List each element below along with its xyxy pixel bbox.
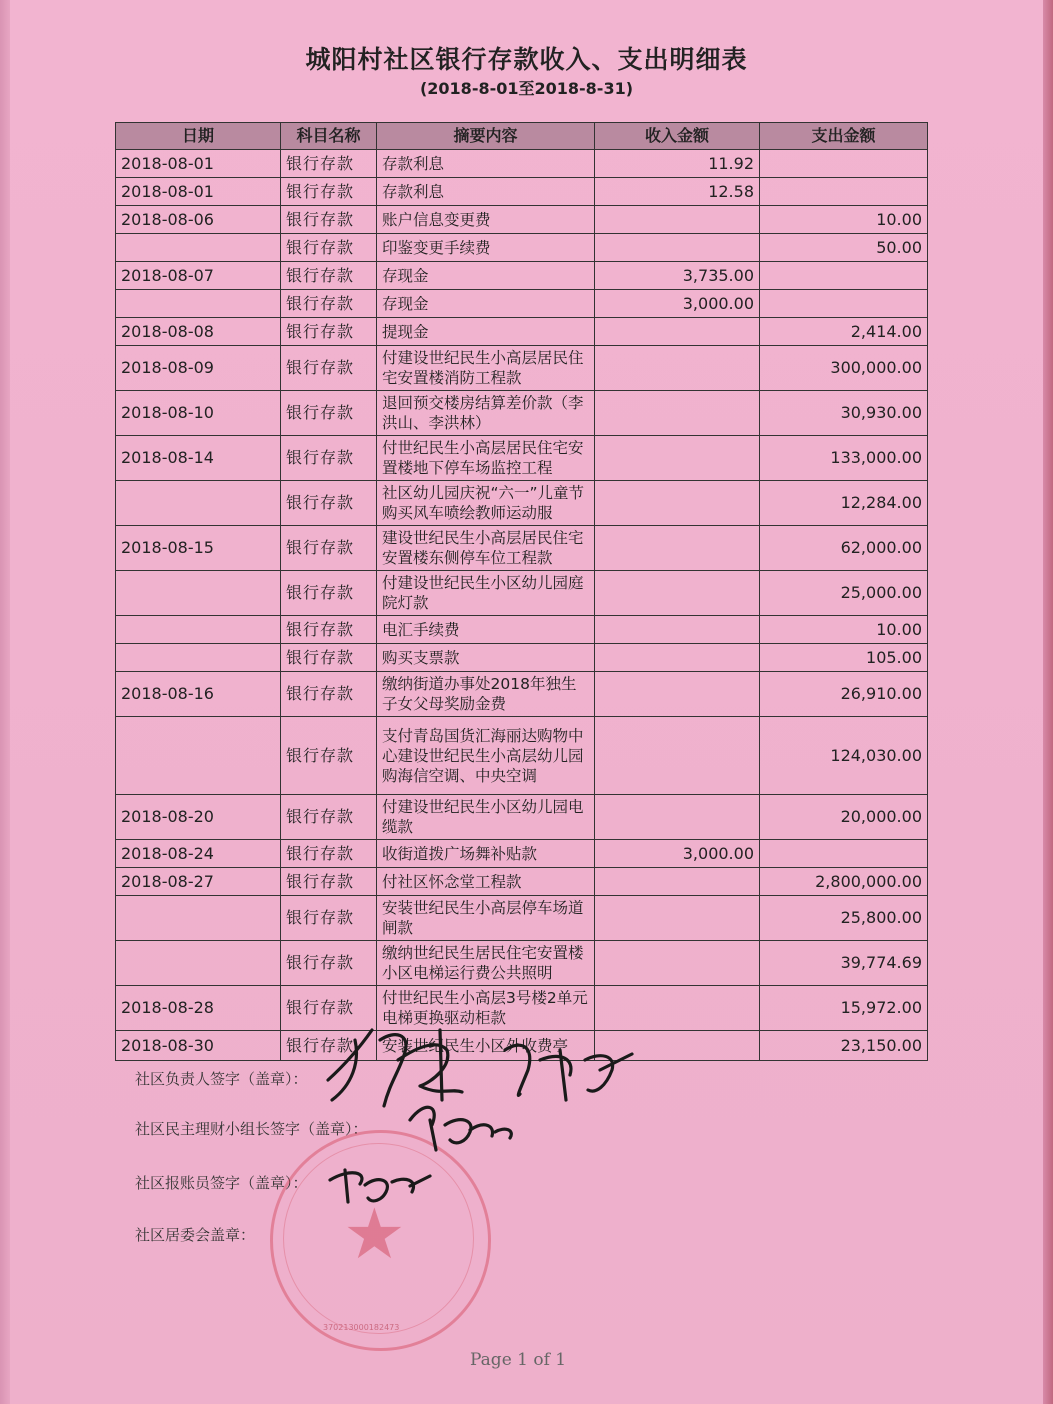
cell-expense: 30,930.00 [760, 391, 928, 436]
cell-income: 12.58 [595, 178, 760, 206]
cell-income: 3,000.00 [595, 840, 760, 868]
cell-income: 3,735.00 [595, 262, 760, 290]
cell-description: 缴纳街道办事处2018年独生子女父母奖励金费 [377, 672, 595, 717]
header-description: 摘要内容 [377, 123, 595, 150]
cell-subject: 银行存款 [281, 346, 377, 391]
cell-expense: 300,000.00 [760, 346, 928, 391]
cell-subject: 银行存款 [281, 644, 377, 672]
cell-subject: 银行存款 [281, 178, 377, 206]
cell-date: 2018-08-08 [116, 318, 281, 346]
cell-subject: 银行存款 [281, 896, 377, 941]
cell-expense: 2,414.00 [760, 318, 928, 346]
cell-expense: 23,150.00 [760, 1031, 928, 1061]
cell-subject: 银行存款 [281, 840, 377, 868]
cell-expense: 50.00 [760, 234, 928, 262]
cell-subject: 银行存款 [281, 941, 377, 986]
cell-expense: 20,000.00 [760, 795, 928, 840]
cell-subject: 银行存款 [281, 436, 377, 481]
cell-income: 3,000.00 [595, 290, 760, 318]
cell-subject: 银行存款 [281, 795, 377, 840]
date-range: (2018-8-01至2018-8-31) [419, 79, 634, 98]
cell-description: 付社区怀念堂工程款 [377, 868, 595, 896]
cell-description: 提现金 [377, 318, 595, 346]
cell-subject: 银行存款 [281, 672, 377, 717]
cell-description: 建设世纪民生小高层居民住宅安置楼东侧停车位工程款 [377, 526, 595, 571]
cell-description: 付建设世纪民生小高层居民住宅安置楼消防工程款 [377, 346, 595, 391]
header-date: 日期 [116, 123, 281, 150]
cell-description: 退回预交楼房结算差价款（李洪山、李洪林） [377, 391, 595, 436]
cell-date: 2018-08-28 [116, 986, 281, 1031]
cell-subject: 银行存款 [281, 526, 377, 571]
cell-date: 2018-08-15 [116, 526, 281, 571]
cell-date: 2018-08-09 [116, 346, 281, 391]
cell-expense: 124,030.00 [760, 717, 928, 795]
cell-date: 2018-08-16 [116, 672, 281, 717]
cell-date: 2018-08-06 [116, 206, 281, 234]
cell-description: 支付青岛国货汇海丽达购物中心建设世纪民生小高层幼儿园购海信空调、中央空调 [377, 717, 595, 795]
cell-date: 2018-08-10 [116, 391, 281, 436]
cell-expense: 25,800.00 [760, 896, 928, 941]
cell-income: 11.92 [595, 150, 760, 178]
cell-expense: 26,910.00 [760, 672, 928, 717]
seal-star-icon: ★ [343, 1193, 406, 1275]
cell-description: 存现金 [377, 290, 595, 318]
cell-subject: 银行存款 [281, 571, 377, 616]
cell-subject: 银行存款 [281, 206, 377, 234]
cell-date: 2018-08-01 [116, 178, 281, 206]
signature-leader [328, 1030, 462, 1106]
cell-date: 2018-08-14 [116, 436, 281, 481]
cell-description: 安装世纪民生小高层停车场道闸款 [377, 896, 595, 941]
seal-code: 370213000182473 [323, 1323, 400, 1332]
cell-description: 印鉴变更手续费 [377, 234, 595, 262]
finance-group-signature-label: 社区民主理财小组长签字（盖章）： [135, 1120, 368, 1138]
cell-date: 2018-08-24 [116, 840, 281, 868]
cell-description: 电汇手续费 [377, 616, 595, 644]
cell-expense: 133,000.00 [760, 436, 928, 481]
cell-subject: 银行存款 [281, 1031, 377, 1061]
cell-expense: 10.00 [760, 206, 928, 234]
signature-finance-group [410, 1107, 511, 1150]
cell-description: 社区幼儿园庆祝“六一”儿童节购买风车喷绘教师运动服 [377, 481, 595, 526]
cell-subject: 银行存款 [281, 234, 377, 262]
cell-description: 存款利息 [377, 150, 595, 178]
cell-date: 2018-08-07 [116, 262, 281, 290]
cell-expense: 12,284.00 [760, 481, 928, 526]
cell-subject: 银行存款 [281, 616, 377, 644]
committee-stamp-label: 社区居委会盖章： [135, 1226, 256, 1244]
document-title: 城阳村社区银行存款收入、支出明细表 [305, 45, 748, 74]
cell-subject: 银行存款 [281, 391, 377, 436]
cell-expense: 105.00 [760, 644, 928, 672]
cell-description: 付建设世纪民生小区幼儿园庭院灯款 [377, 571, 595, 616]
cell-subject: 银行存款 [281, 717, 377, 795]
accountant-signature-label: 社区报账员签字（盖章）： [135, 1174, 308, 1192]
cell-description: 缴纳世纪民生居民住宅安置楼小区电梯运行费公共照明 [377, 941, 595, 986]
leader-signature-label: 社区负责人签字（盖章）： [135, 1070, 308, 1088]
header-subject: 科目名称 [281, 123, 377, 150]
header-income: 收入金额 [595, 123, 760, 150]
cell-subject: 银行存款 [281, 262, 377, 290]
cell-description: 付世纪民生小高层3号楼2单元电梯更换驱动柜款 [377, 986, 595, 1031]
cell-expense: 25,000.00 [760, 571, 928, 616]
page-number: Page 1 of 1 [470, 1350, 567, 1370]
cell-description: 购买支票款 [377, 644, 595, 672]
cell-expense: 15,972.00 [760, 986, 928, 1031]
cell-date: 2018-08-27 [116, 868, 281, 896]
cell-description: 存现金 [377, 262, 595, 290]
cell-date: 2018-08-30 [116, 1031, 281, 1061]
cell-subject: 银行存款 [281, 318, 377, 346]
cell-expense: 62,000.00 [760, 526, 928, 571]
cell-description: 安装世纪民生小区外收费亭 [377, 1031, 595, 1061]
cell-subject: 银行存款 [281, 481, 377, 526]
header-expense: 支出金额 [760, 123, 928, 150]
cell-description: 账户信息变更费 [377, 206, 595, 234]
cell-expense: 39,774.69 [760, 941, 928, 986]
cell-description: 付建设世纪民生小区幼儿园电缆款 [377, 795, 595, 840]
cell-date: 2018-08-20 [116, 795, 281, 840]
cell-description: 存款利息 [377, 178, 595, 206]
signature-accountant [330, 1170, 430, 1202]
cell-expense: 10.00 [760, 616, 928, 644]
cell-subject: 银行存款 [281, 290, 377, 318]
cell-date: 2018-08-01 [116, 150, 281, 178]
cell-expense: 2,800,000.00 [760, 868, 928, 896]
cell-subject: 银行存款 [281, 868, 377, 896]
cell-subject: 银行存款 [281, 150, 377, 178]
cell-description: 收街道拨广场舞补贴款 [377, 840, 595, 868]
cell-description: 付世纪民生小高层居民住宅安置楼地下停车场监控工程 [377, 436, 595, 481]
cell-subject: 银行存款 [281, 986, 377, 1031]
signature-second [505, 1045, 632, 1100]
